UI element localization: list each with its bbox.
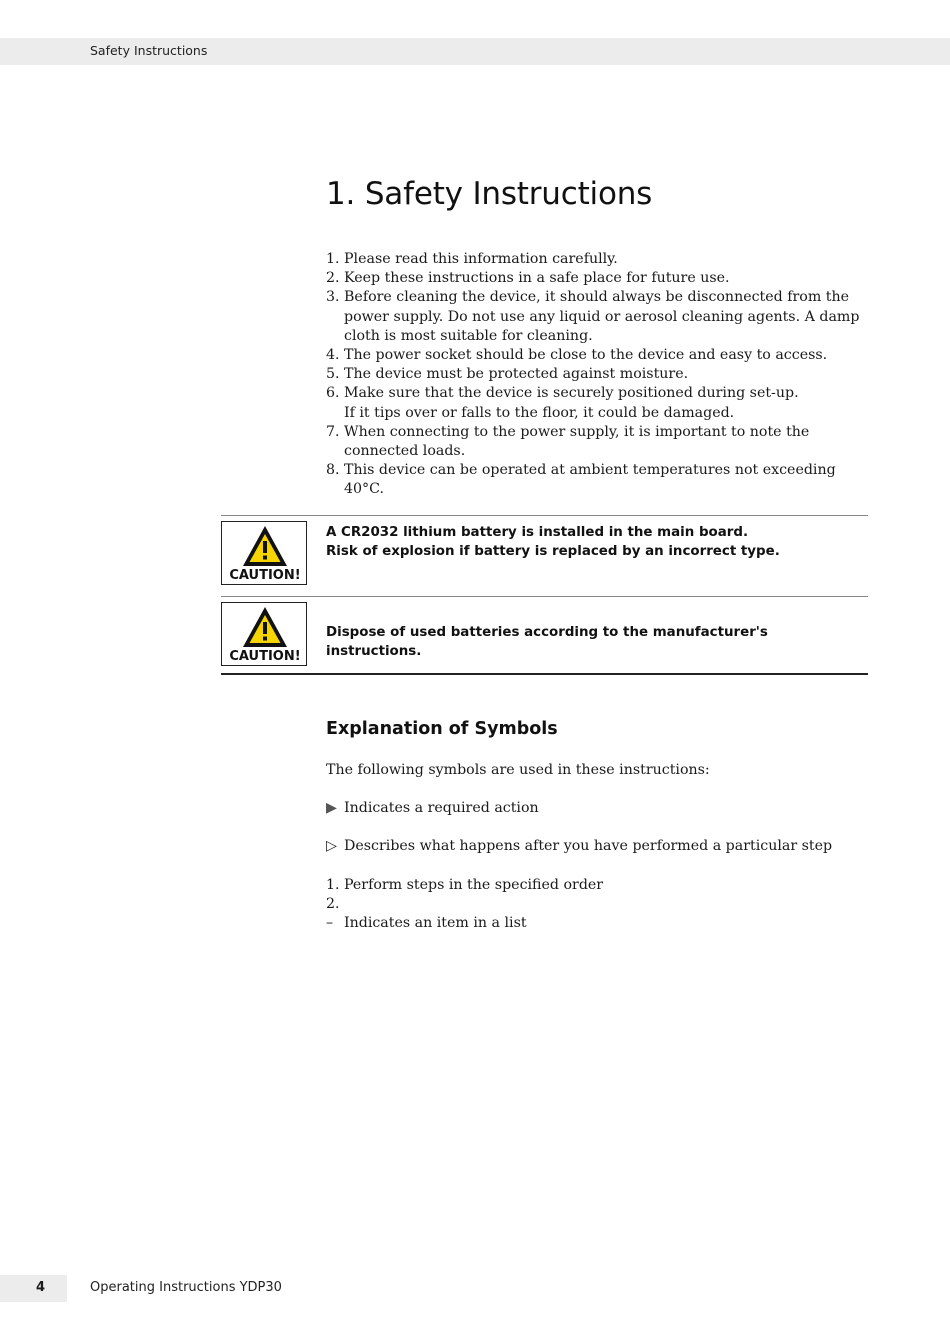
list-item-number: 4. bbox=[326, 347, 340, 364]
list-item-number: 6. bbox=[326, 385, 340, 402]
step-number: 2. bbox=[326, 896, 340, 912]
list-item-text: When connecting to the power supply, it is important to note the connected loads. bbox=[344, 423, 810, 460]
list-item bbox=[326, 250, 866, 269]
symbol-description: Indicates an item in a list bbox=[344, 915, 527, 931]
symbol-description: Perform steps in the specified order bbox=[344, 877, 604, 893]
list-item bbox=[326, 269, 866, 288]
safety-instructions-list bbox=[326, 250, 866, 500]
list-item bbox=[326, 346, 866, 365]
list-item bbox=[326, 423, 866, 461]
caution-message bbox=[326, 523, 866, 561]
list-item-text: Make sure that the device is securely positioned during set-up. bbox=[344, 385, 799, 402]
list-item bbox=[326, 365, 866, 384]
caution-label: CAUTION! bbox=[229, 649, 301, 664]
filled-arrow-icon: ▶ bbox=[326, 800, 337, 816]
outline-arrow-icon: ▷ bbox=[326, 838, 337, 854]
list-item-number: 1. bbox=[326, 251, 340, 267]
caution-separator-rule bbox=[221, 596, 868, 597]
list-item-number: 7. bbox=[326, 423, 340, 440]
footer-document-title: Operating Instructions YDP30 bbox=[90, 1280, 282, 1295]
page-number-box bbox=[0, 1275, 67, 1302]
caution-badge bbox=[221, 521, 307, 585]
list-item-text: Keep these instructions in a safe place for future use. bbox=[344, 270, 730, 287]
warning-triangle-icon bbox=[242, 525, 288, 567]
running-header-bar bbox=[0, 38, 950, 65]
caution-message-line: Dispose of used batteries according to the manufacturer's instructions. bbox=[326, 625, 768, 660]
list-item-text-continued: If it tips over or falls to the floor, it could be damaged. bbox=[344, 404, 735, 421]
step-number: 1. bbox=[326, 877, 340, 893]
symbols-intro: The following symbols are used in these instructions: bbox=[326, 762, 710, 778]
caution-message-line: Risk of explosion if battery is replaced by an incorrect type. bbox=[326, 544, 780, 560]
warning-triangle-icon bbox=[242, 606, 288, 648]
list-item bbox=[326, 288, 866, 346]
caution-badge bbox=[221, 602, 307, 666]
caution-top-rule bbox=[221, 515, 868, 516]
list-item-number: 2. bbox=[326, 270, 340, 287]
caution-label: CAUTION! bbox=[229, 568, 301, 583]
list-item-text: The power socket should be close to the device and easy to access. bbox=[344, 347, 828, 364]
list-dash: – bbox=[326, 915, 334, 931]
caution-message bbox=[326, 623, 866, 661]
symbol-description: Describes what happens after you have performed a particular step bbox=[344, 838, 833, 854]
list-item-text: Before cleaning the device, it should always be disconnected from the power supply. Do not use any liquid or aerosol cleaning agents. A damp cloth is most suitable for cleaning. bbox=[344, 289, 860, 344]
list-item-text: This device can be operated at ambient temperatures not exceeding 40°C. bbox=[344, 462, 836, 498]
list-item-number: 8. bbox=[326, 462, 340, 479]
running-header-title: Safety Instructions bbox=[90, 43, 208, 58]
page-number: 4 bbox=[36, 1280, 46, 1295]
list-item bbox=[326, 461, 866, 499]
list-item-number: 3. bbox=[326, 289, 340, 306]
caution-bottom-rule bbox=[221, 673, 868, 675]
list-item bbox=[326, 384, 866, 422]
list-item-text: Please read this information carefully. bbox=[344, 251, 618, 267]
page-title: 1. Safety Instructions bbox=[326, 176, 653, 212]
list-item-text: The device must be protected against moisture. bbox=[344, 366, 689, 383]
symbol-description: Indicates a required action bbox=[344, 800, 539, 816]
list-item-number: 5. bbox=[326, 366, 340, 383]
caution-message-line: A CR2032 lithium battery is installed in the main board. bbox=[326, 525, 749, 540]
symbols-heading: Explanation of Symbols bbox=[326, 719, 558, 739]
